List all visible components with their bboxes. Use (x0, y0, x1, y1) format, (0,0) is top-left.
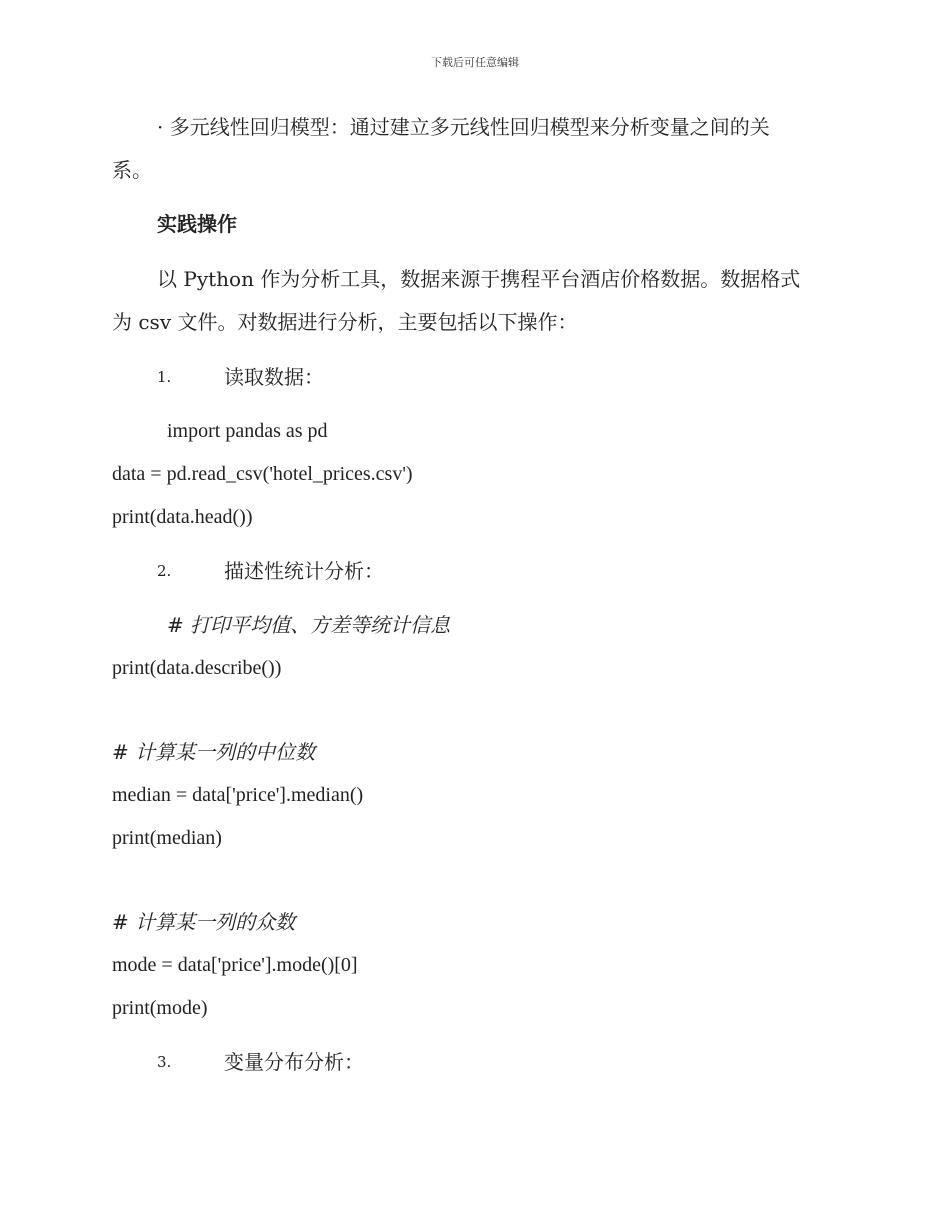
bullet-line-2: 系。 (112, 158, 152, 182)
code-line-mode: mode = data['price'].mode()[0] (112, 954, 358, 976)
code-line-print-mode: print(mode) (112, 997, 208, 1019)
code-comment-describe: # 打印平均值、方差等统计信息 (167, 613, 451, 637)
bullet-line-1: · 多元线性回归模型：通过建立多元线性回归模型来分析变量之间的关 (157, 115, 770, 139)
step-1-label: 读取数据： (224, 365, 324, 389)
code-line-print-median: print(median) (112, 827, 222, 849)
section-title: 实践操作 (157, 212, 237, 236)
step-2-label: 描述性统计分析： (224, 559, 384, 583)
page-header: 下载后可任意编辑 (431, 56, 519, 69)
code-line-median: median = data['price'].median() (112, 784, 364, 806)
code-comment-median: # 计算某一列的中位数 (112, 740, 316, 764)
step-3-label: 变量分布分析： (224, 1050, 364, 1074)
intro-line-1: 以 Python 作为分析工具，数据来源于携程平台酒店价格数据。数据格式 (157, 267, 801, 291)
code-comment-mode: # 计算某一列的众数 (112, 910, 296, 934)
step-2-number: 2. (157, 562, 172, 580)
code-line-read-csv: data = pd.read_csv('hotel_prices.csv') (112, 463, 413, 485)
code-line-print-head: print(data.head()) (112, 506, 253, 528)
code-line-import: import pandas as pd (167, 420, 328, 442)
step-3-number: 3. (157, 1053, 172, 1071)
step-1-number: 1. (157, 368, 172, 386)
intro-line-2: 为 csv 文件。对数据进行分析，主要包括以下操作： (112, 310, 578, 334)
code-line-describe: print(data.describe()) (112, 657, 282, 679)
